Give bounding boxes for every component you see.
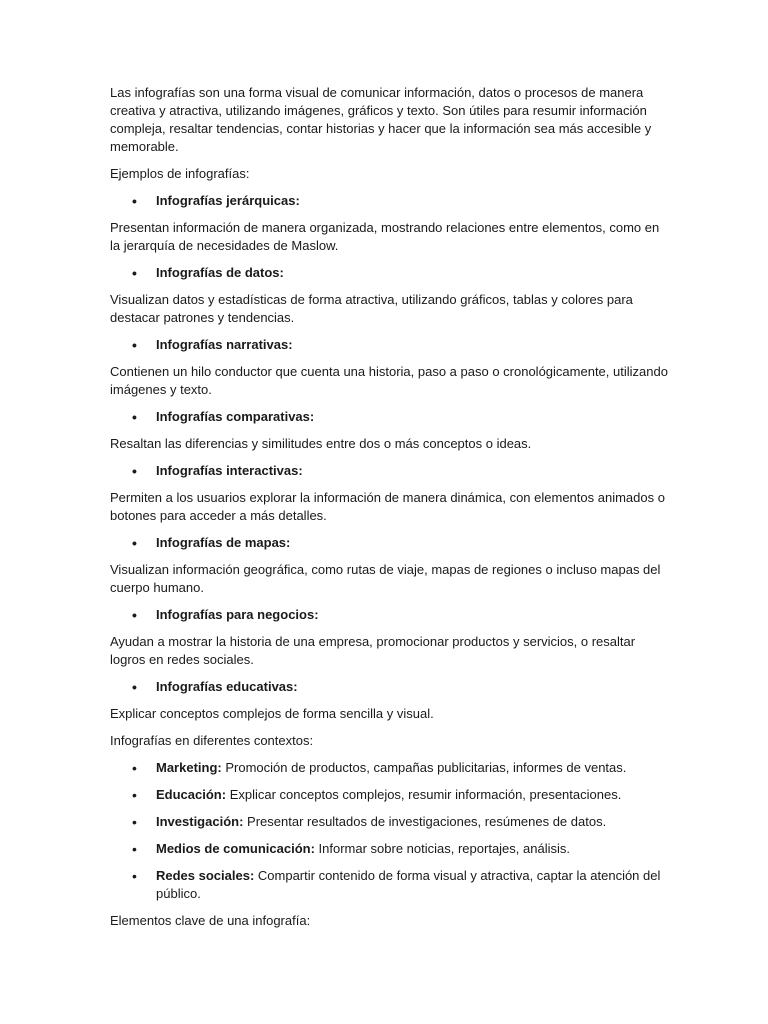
context-label: Educación: bbox=[156, 787, 227, 802]
document-body bbox=[110, 84, 670, 939]
contexts-heading: Infografías en diferentes contextos: bbox=[110, 733, 314, 748]
type-title-educational: • Infografías educativas: bbox=[110, 678, 670, 696]
context-text: Promoción de productos, campañas publicitarias, informes de ventas. bbox=[221, 760, 627, 775]
type-title-narrative: • Infografías narrativas: bbox=[110, 336, 670, 354]
intro-paragraph: Las infografías son una forma visual de comunicar información, datos o procesos de manera creativa y atractiva, utilizando imágenes, gráficos y texto. Son útiles para resumir información compleja, resaltar tendencias, contar historias y hacer que la información sea más accesible y memorable. bbox=[110, 85, 652, 154]
type-title-business: • Infografías para negocios: bbox=[110, 606, 670, 624]
context-label: Marketing: bbox=[156, 760, 222, 775]
context-label: Redes sociales: bbox=[156, 868, 255, 883]
type-title-data: • Infografías de datos: bbox=[110, 264, 670, 282]
context-text: Informar sobre noticias, reportajes, análisis. bbox=[314, 841, 570, 856]
type-title-comparative: • Infografías comparativas: bbox=[110, 408, 670, 426]
context-item-education bbox=[110, 786, 670, 804]
type-description-interactive: Permiten a los usuarios explorar la información de manera dinámica, con elementos animados o botones para acceder a más detalles. bbox=[110, 490, 665, 523]
context-item-media bbox=[110, 840, 670, 858]
type-title-maps: • Infografías de mapas: bbox=[110, 534, 670, 552]
context-text: Compartir contenido de forma visual y atractiva, captar la atención del público. bbox=[156, 868, 661, 901]
type-title-interactive: • Infografías interactivas: bbox=[110, 462, 670, 480]
context-item-research bbox=[110, 813, 670, 831]
context-text: Presentar resultados de investigaciones, resúmenes de datos. bbox=[243, 814, 607, 829]
key-elements-heading: Elementos clave de una infografía: bbox=[110, 913, 311, 928]
context-label: Medios de comunicación: bbox=[156, 841, 315, 856]
type-description-data: Visualizan datos y estadísticas de forma atractiva, utilizando gráficos, tablas y colores para destacar patrones y tendencias. bbox=[110, 292, 633, 325]
type-description-business: Ayudan a mostrar la historia de una empresa, promocionar productos y servicios, o resaltar logros en redes sociales. bbox=[110, 634, 636, 667]
type-description-maps: Visualizan información geográfica, como rutas de viaje, mapas de regiones o incluso mapas del cuerpo humano. bbox=[110, 562, 661, 595]
context-label: Investigación: bbox=[156, 814, 244, 829]
examples-heading: Ejemplos de infografías: bbox=[110, 166, 250, 181]
type-description-educational: Explicar conceptos complejos de forma sencilla y visual. bbox=[110, 706, 434, 721]
type-description-hierarchical: Presentan información de manera organizada, mostrando relaciones entre elementos, como en la jerarquía de necesidades de Maslow. bbox=[110, 220, 660, 253]
type-description-narrative: Contienen un hilo conductor que cuenta una historia, paso a paso o cronológicamente, utilizando imágenes y texto. bbox=[110, 364, 668, 397]
context-item-marketing bbox=[110, 759, 670, 777]
context-text: Explicar conceptos complejos, resumir información, presentaciones. bbox=[226, 787, 622, 802]
context-item-social bbox=[110, 867, 670, 903]
type-title-hierarchical: • Infografías jerárquicas: bbox=[110, 192, 670, 210]
type-description-comparative: Resaltan las diferencias y similitudes entre dos o más conceptos o ideas. bbox=[110, 436, 532, 451]
